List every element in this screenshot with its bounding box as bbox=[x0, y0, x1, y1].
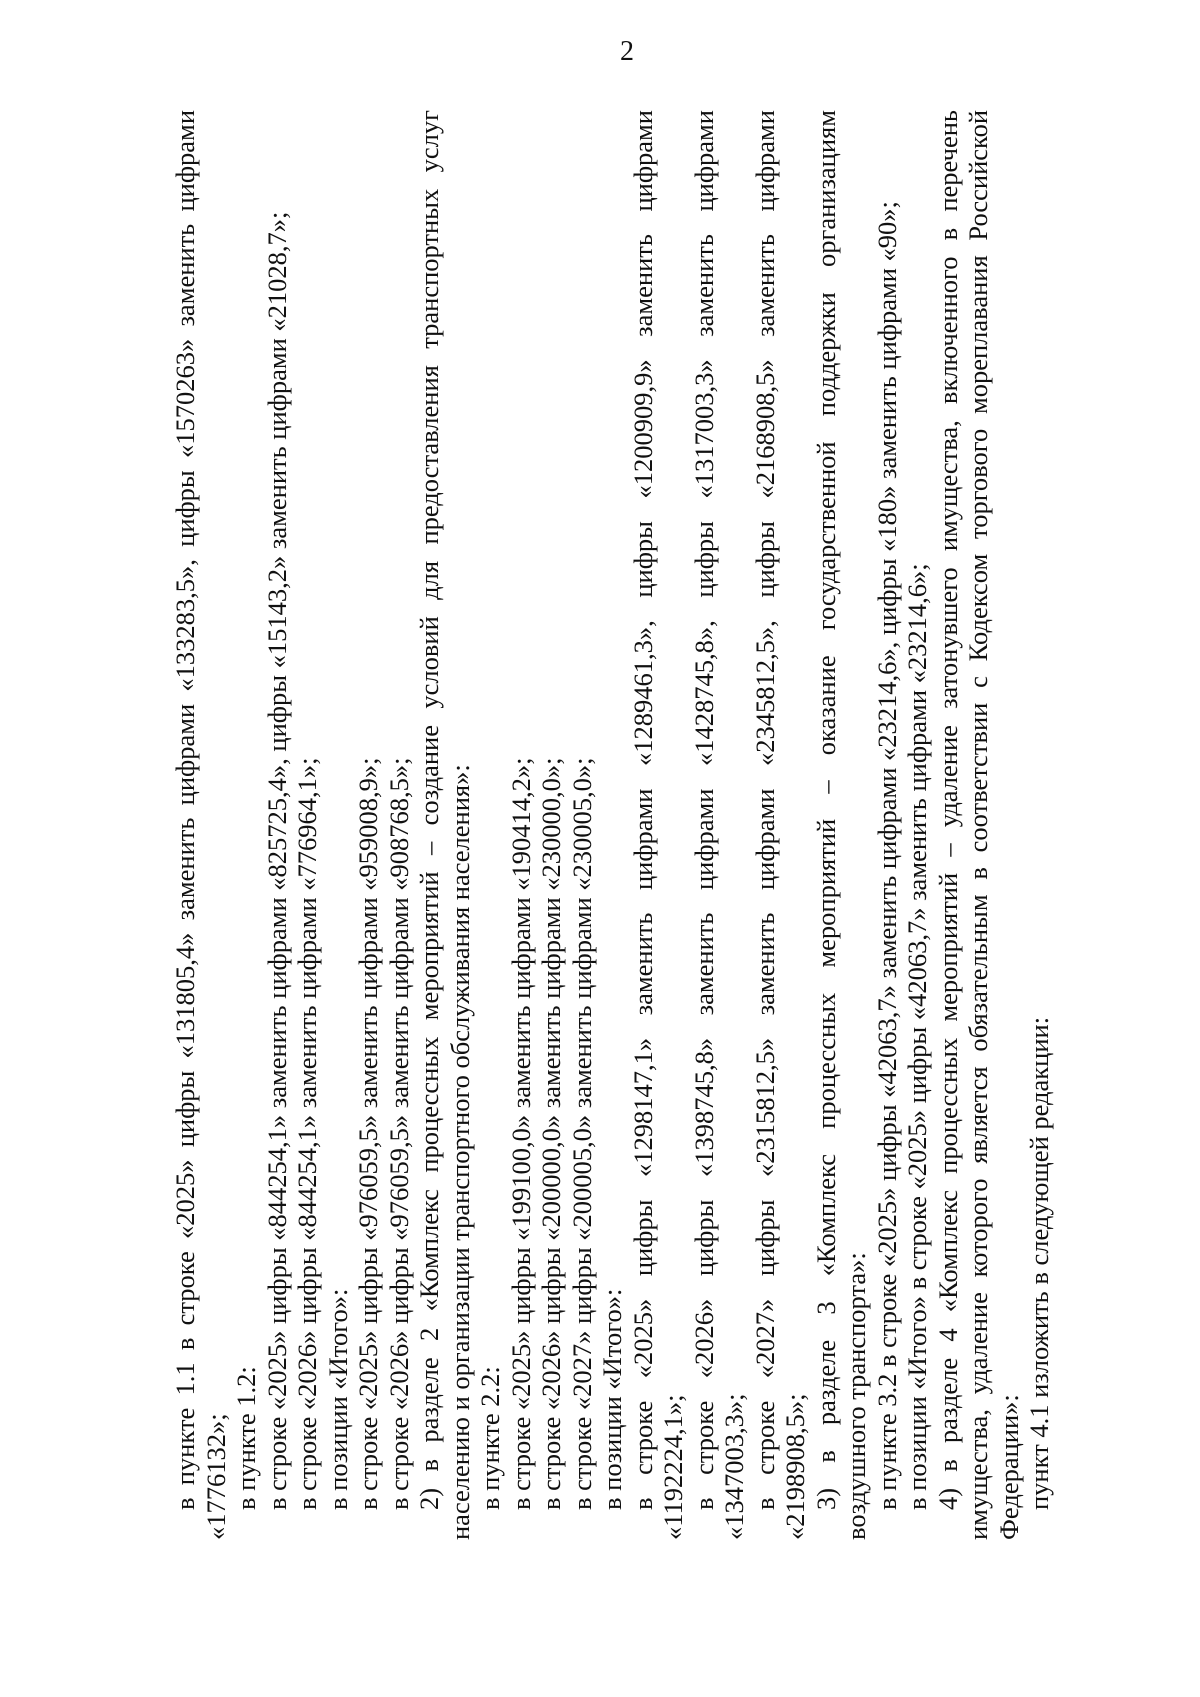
text-line: в строке «2026» цифры «1398745,8» заменить цифрами «1428745,8», цифры «1317003,3» заменить цифрами bbox=[688, 110, 719, 1510]
text-line: в позиции «Итого» в строке «2025» цифры «42063,7» заменить цифрами «23214,6»; bbox=[902, 563, 932, 1510]
text-line: в пункте 1.2: bbox=[231, 1366, 261, 1510]
text-line: в строке «2025» цифры «844254,1» заменить цифрами «825725,4», цифры «15143,2» заменить цифрами «21028,7»; bbox=[261, 211, 292, 1510]
text-line: в строке «2027» цифры «200005,0» заменить цифрами «230005,0»; bbox=[566, 757, 597, 1510]
text-line: пункт 4.1 изложить в следующей редакции: bbox=[1024, 1016, 1054, 1510]
text-line: «1347003,3»; bbox=[719, 1393, 749, 1540]
text-line: в пункте 3.2 в строке «2025» цифры «42063,7» заменить цифрами «23214,6», цифры «180» заменить цифрами «90»; bbox=[871, 201, 902, 1510]
text-line: в пункте 1.1 в строке «2025» цифры «131805,4» заменить цифрами «133283,5», цифры «1570263» заменить цифрами bbox=[170, 110, 200, 1510]
text-line: в строке «2027» цифры «2315812,5» заменить цифрами «2345812,5», цифры «2168908,5» заменить цифрами bbox=[749, 110, 780, 1510]
text-line: «1776132»; bbox=[200, 1413, 231, 1540]
text-line: в строке «2025» цифры «1298147,1» заменить цифрами «1289461,3», цифры «1200909,9» заменить цифрами bbox=[627, 110, 658, 1510]
text-line: в пункте 2.2: bbox=[475, 1366, 505, 1510]
text-line: населению и организации транспортного обслуживания населения»: bbox=[444, 764, 475, 1540]
text-line: «1192224,1»; bbox=[658, 1394, 688, 1540]
document-body bbox=[170, 110, 1055, 1540]
page-number: 2 bbox=[620, 36, 634, 67]
text-line: в позиции «Итого»: bbox=[322, 1288, 353, 1510]
text-line: 3) в разделе 3 «Комплекс процессных мероприятий – оказание государственной поддержки организациям bbox=[810, 110, 841, 1510]
text-line: Федерации»: bbox=[993, 1394, 1024, 1540]
text-line: 2) в разделе 2 «Комплекс процессных мероприятий – создание условий для предоставления транспортных услуг bbox=[414, 110, 444, 1510]
text-line: в строке «2026» цифры «844254,1» заменить цифрами «776964,1»; bbox=[292, 757, 322, 1510]
text-line: в строке «2026» цифры «976059,5» заменить цифрами «908768,5»; bbox=[383, 757, 414, 1510]
text-line: в строке «2026» цифры «200000,0» заменить цифрами «230000,0»; bbox=[536, 757, 566, 1510]
text-line: в строке «2025» цифры «976059,5» заменить цифрами «959008,9»; bbox=[353, 757, 383, 1510]
text-line: «2198908,5»; bbox=[780, 1393, 810, 1540]
text-line: воздушного транспорта»: bbox=[841, 1252, 871, 1540]
text-line: в позиции «Итого»: bbox=[597, 1288, 627, 1510]
text-line: в строке «2025» цифры «199100,0» заменить цифрами «190414,2»; bbox=[505, 757, 536, 1510]
text-line: 4) в разделе 4 «Комплекс процессных мероприятий – удаление затонувшего имущества, включенного в перечень bbox=[932, 110, 963, 1510]
text-line: имущества, удаление которого является обязательным в соответствии с Кодексом торгового мореплавания Российской bbox=[963, 110, 993, 1540]
